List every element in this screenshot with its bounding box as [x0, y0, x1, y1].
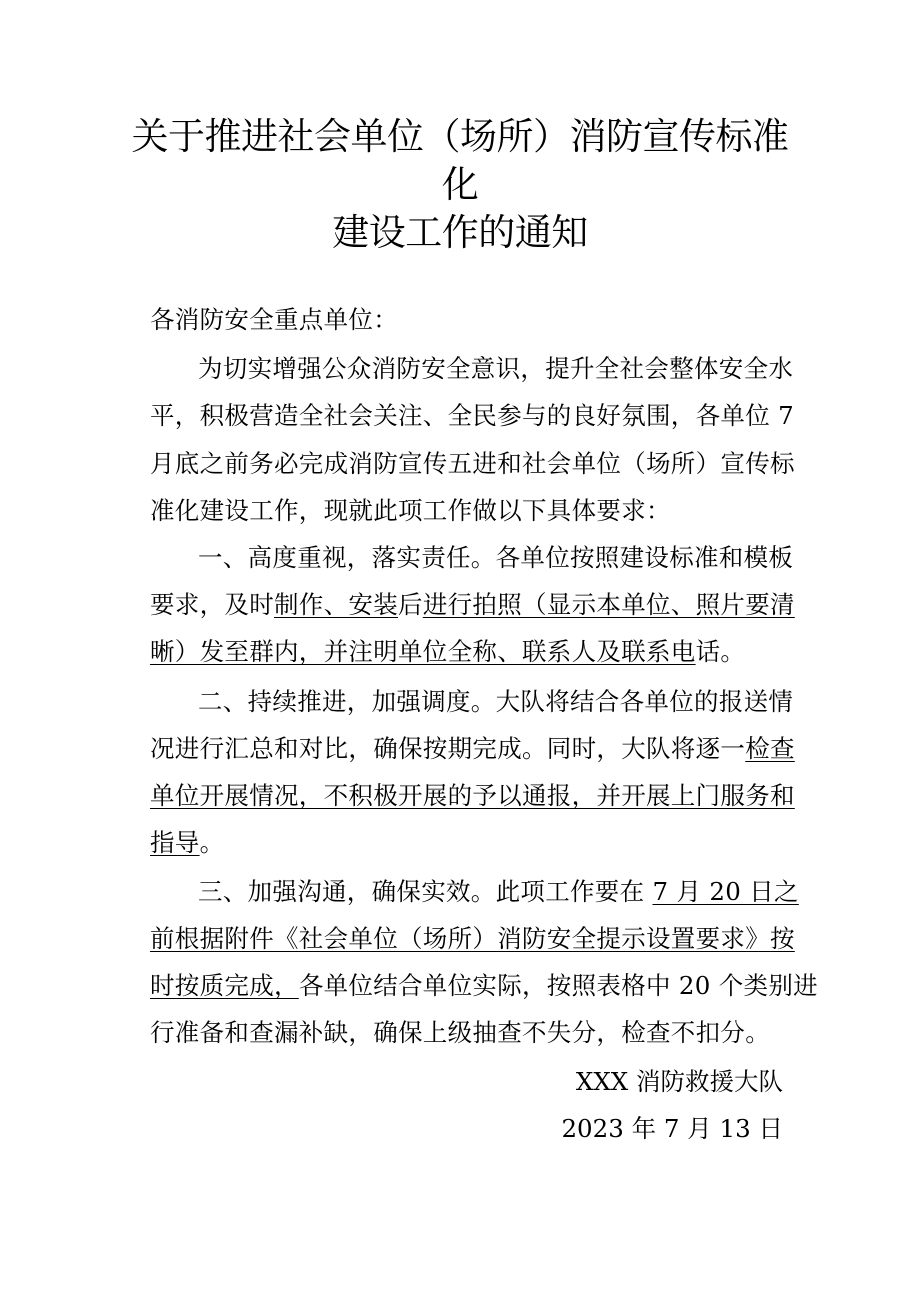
item3-line-2 [150, 924, 795, 954]
item1-line-1: 一、高度重视，落实责任。各单位按照建设标准和模板 [198, 543, 794, 572]
item1-line-2 [150, 590, 795, 620]
item3-line-3 [150, 971, 818, 1001]
item3-text: 三、加强沟通，确保实效。此项工作要在 [198, 877, 653, 906]
item3-line-1 [198, 877, 799, 907]
item1-underlined-text: 进行拍照（显示本单位、照片要清 [422, 590, 795, 619]
salutation: 各消防安全重点单位： [150, 305, 398, 334]
intro-line-1: 为切实增强公众消防安全意识，提升全社会整体安全水 [198, 354, 794, 383]
item1-text: 要求，及时 [150, 590, 274, 619]
document-title-line-2: 化 [441, 163, 479, 206]
intro-line-4: 准化建设工作，现就此项工作做以下具体要求： [150, 496, 671, 525]
item2-line-2 [150, 734, 795, 764]
signature-organization: XXX 消防救援大队 [575, 1067, 783, 1096]
item1-underlined-text: 晰）发至群内，并注明单位全称、联系人及联系电 [150, 637, 696, 666]
intro-line-2: 平，积极营造全社会关注、全民参与的良好氛围，各单位 7 [150, 401, 794, 430]
item3-underlined-text: 前根据附件《社会单位（场所）消防安全提示设置要求》 [150, 924, 770, 953]
item2-line-3: 单位开展情况，不积极开展的予以通报，并开展上门服务和 [150, 781, 795, 810]
item2-underlined-text: 检查 [745, 734, 795, 763]
document-title-line-3: 建设工作的通知 [332, 211, 588, 254]
document-title-line-1: 关于推进社会单位（场所）消防宣传标准 [131, 115, 789, 158]
item1-underlined-text: 制作、安装 [274, 590, 398, 619]
item1-text: 话。 [695, 637, 746, 666]
item1-text: 后 [398, 590, 423, 619]
item3-underlined-text: 7 月 20 日之 [652, 877, 799, 906]
item2-underlined-text: 指导 [150, 828, 200, 857]
item3-underlined-text: 按 [770, 924, 795, 953]
item2-text: 。 [199, 828, 225, 857]
item1-line-3 [150, 637, 790, 667]
signature-date: 2023 年 7 月 13 日 [561, 1114, 783, 1143]
item3-text: 各单位结合单位实际，按照表格中 20 个类别进 [298, 971, 818, 1000]
item2-line-4 [150, 828, 790, 858]
item2-text: 况进行汇总和对比，确保按期完成。同时，大队将逐一 [150, 734, 746, 763]
item2-line-1: 二、持续推进，加强调度。大队将结合各单位的报送情 [198, 687, 794, 716]
intro-line-3: 月底之前务必完成消防宣传五进和社会单位（场所）宣传标 [150, 449, 795, 478]
item3-line-4: 行准备和查漏补缺，确保上级抽查不失分，检查不扣分。 [150, 1018, 770, 1047]
item3-underlined-text: 时按质完成， [150, 971, 299, 1000]
